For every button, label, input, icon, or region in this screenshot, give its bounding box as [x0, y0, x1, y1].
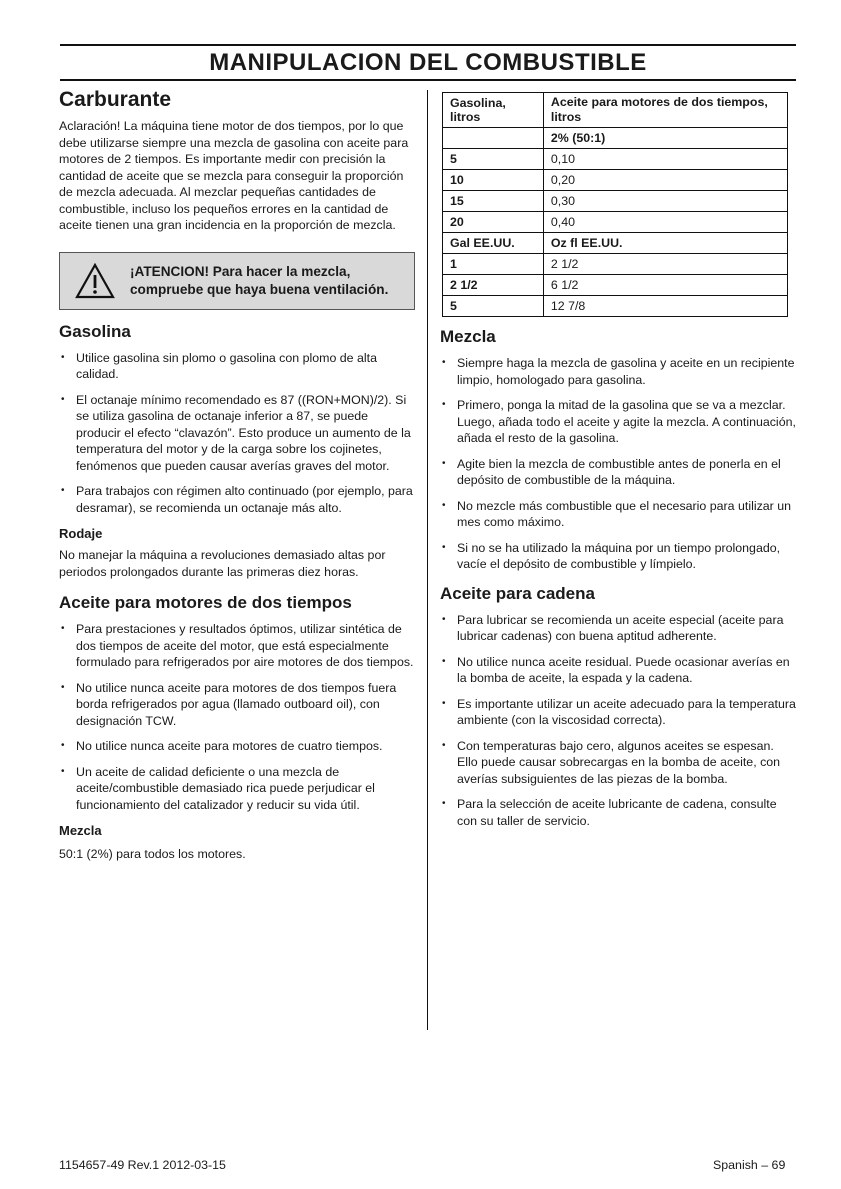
list-item: • Para prestaciones y resultados óptimos, utilizar sintética de dos tiempos de aceite del motor, que está especialmente formulado para refrigerados por aire motores de dos tiempos.: [59, 621, 415, 671]
aceite-heading: Aceite para motores de dos tiempos: [59, 593, 352, 612]
list-item: • Primero, ponga la mitad de la gasolina que se va a mezclar. Luego, añada todo el aceite y agite la mezcla. A continuación, añada el resto de la gasolina.: [440, 397, 796, 447]
table-cell: 1: [443, 254, 544, 275]
table-cell: 15: [443, 191, 544, 212]
table-cell: 0,10: [543, 149, 787, 170]
table-cell: 2 1/2: [543, 254, 787, 275]
cadena-heading: Aceite para cadena: [440, 583, 595, 603]
table-cell: 2 1/2: [443, 275, 544, 296]
gasolina-list: [59, 350, 415, 517]
column-divider: [427, 90, 428, 1030]
table-cell: 0,30: [543, 191, 787, 212]
table-header-oil: Aceite para motores de dos tiempos, litros: [543, 93, 787, 128]
fuel-mix-table: [442, 92, 788, 317]
carburante-heading: Carburante: [59, 88, 172, 111]
table-row: [443, 275, 788, 296]
table-row: [443, 233, 788, 254]
table-cell-empty: [443, 128, 544, 149]
page-number: Spanish – 69: [713, 1158, 786, 1172]
table-cell: 12 7/8: [543, 296, 787, 317]
table-cell: 20: [443, 212, 544, 233]
cadena-list: [440, 612, 796, 830]
table-row: [443, 170, 788, 191]
table-cell: 0,40: [543, 212, 787, 233]
mezcla-text: 50:1 (2%) para todos los motores.: [59, 847, 246, 861]
right-column: [440, 86, 796, 838]
mezcla-heading: Mezcla: [440, 327, 496, 346]
table-cell: 5: [443, 149, 544, 170]
carburante-text: Aclaración! La máquina tiene motor de dos tiempos, por lo que debe utilizarse siempre una mezcla de gasolina con aceite para motores de 2 tiempos. Es importante medir con precisión la cantidad de aceite que se mezcla para conseguir la proporción de mezcla adecuada. Al mezclar pequeñas cantidades de combustible, incluso los pequeños errores en la cantidad de aceite tienen una gran incidencia en la proporción de mezcla.: [59, 119, 409, 232]
list-item: • Si no se ha utilizado la máquina por un tiempo prolongado, vacíe el depósito de combustible y límpielo.: [440, 540, 796, 573]
table-us-header-oz: Oz fl EE.UU.: [543, 233, 787, 254]
mezcla-list: [440, 355, 796, 573]
list-item: • No utilice nunca aceite residual. Puede ocasionar averías en la bomba de aceite, la espada y la cadena.: [440, 654, 796, 687]
list-item: • Con temperaturas bajo cero, algunos aceites se espesan. Ello puede causar sobrecargas en la bomba de aceite, con averías subsiguientes de las piezas de la bomba.: [440, 738, 796, 788]
table-cell: 10: [443, 170, 544, 191]
list-item: • Utilice gasolina sin plomo o gasolina con plomo de alta calidad.: [59, 350, 415, 383]
table-us-header-gal: Gal EE.UU.: [443, 233, 544, 254]
title-rule-top: [60, 44, 796, 46]
document-reference: 1154657-49 Rev.1 2012-03-15: [59, 1158, 226, 1172]
warning-line-1: ¡ATENCION! Para hacer la mezcla,: [130, 263, 351, 279]
warning-triangle-icon: [60, 263, 130, 299]
mezcla-subheading: Mezcla: [59, 823, 102, 838]
list-item: • El octanaje mínimo recomendado es 87 ((RON+MON)/2). Si se utiliza gasolina de octanaje inferior a 87, se puede producir el efecto “clavazón”. Esto produce un aumento de la temperatura del motor y de la carga sobre los cojinetes, fenómenos que pueden causar averías graves del motor.: [59, 392, 415, 475]
list-item: • Para lubricar se recomienda un aceite especial (aceite para lubricar cadenas) con buena aptitud adherente.: [440, 612, 796, 645]
table-row: [443, 191, 788, 212]
table-subheader-ratio: 2% (50:1): [543, 128, 787, 149]
rodaje-heading: Rodaje: [59, 526, 103, 541]
table-row: [443, 149, 788, 170]
left-column: [59, 86, 415, 863]
table-cell: 5: [443, 296, 544, 317]
list-item: • No utilice nunca aceite para motores de dos tiempos fuera borda refrigerados por agua (llamado outboard oil), con designación TCW.: [59, 680, 415, 730]
list-item: • Siempre haga la mezcla de gasolina y aceite en un recipiente limpio, homologado para gasolina.: [440, 355, 796, 388]
list-item: • Es importante utilizar un aceite adecuado para la temperatura ambiente (con la viscosidad correcta).: [440, 696, 796, 729]
list-item: • Agite bien la mezcla de combustible antes de ponerla en el depósito de combustible de la máquina.: [440, 456, 796, 489]
table-row: [443, 254, 788, 275]
warning-line-2: compruebe que haya buena ventilación.: [130, 281, 389, 297]
list-item: • Para trabajos con régimen alto continuado (por ejemplo, para desramar), se recomienda un octanaje más alto.: [59, 483, 415, 516]
list-item: • No mezcle más combustible que el necesario para utilizar un mes como máximo.: [440, 498, 796, 531]
warning-text: [130, 263, 388, 299]
list-item: • Un aceite de calidad deficiente o una mezcla de aceite/combustible demasiado rica puede perjudicar el funcionamiento del catalizador y reducir su vida útil.: [59, 764, 415, 814]
table-row: [443, 128, 788, 149]
table-cell: 0,20: [543, 170, 787, 191]
warning-box: [59, 252, 415, 310]
page-title: MANIPULACION DEL COMBUSTIBLE: [209, 49, 647, 76]
table-header-gasoline: Gasolina, litros: [443, 93, 544, 128]
rodaje-text: No manejar la máquina a revoluciones demasiado altas por periodos prolongados durante las primeras diez horas.: [59, 548, 386, 579]
table-row: [443, 212, 788, 233]
table-cell: 6 1/2: [543, 275, 787, 296]
list-item: • Para la selección de aceite lubricante de cadena, consulte con su taller de servicio.: [440, 796, 796, 829]
gasolina-heading: Gasolina: [59, 321, 131, 341]
aceite-list: [59, 621, 415, 813]
list-item: • No utilice nunca aceite para motores de cuatro tiempos.: [59, 738, 415, 755]
table-row: [443, 296, 788, 317]
title-rule-bottom: [60, 79, 796, 81]
